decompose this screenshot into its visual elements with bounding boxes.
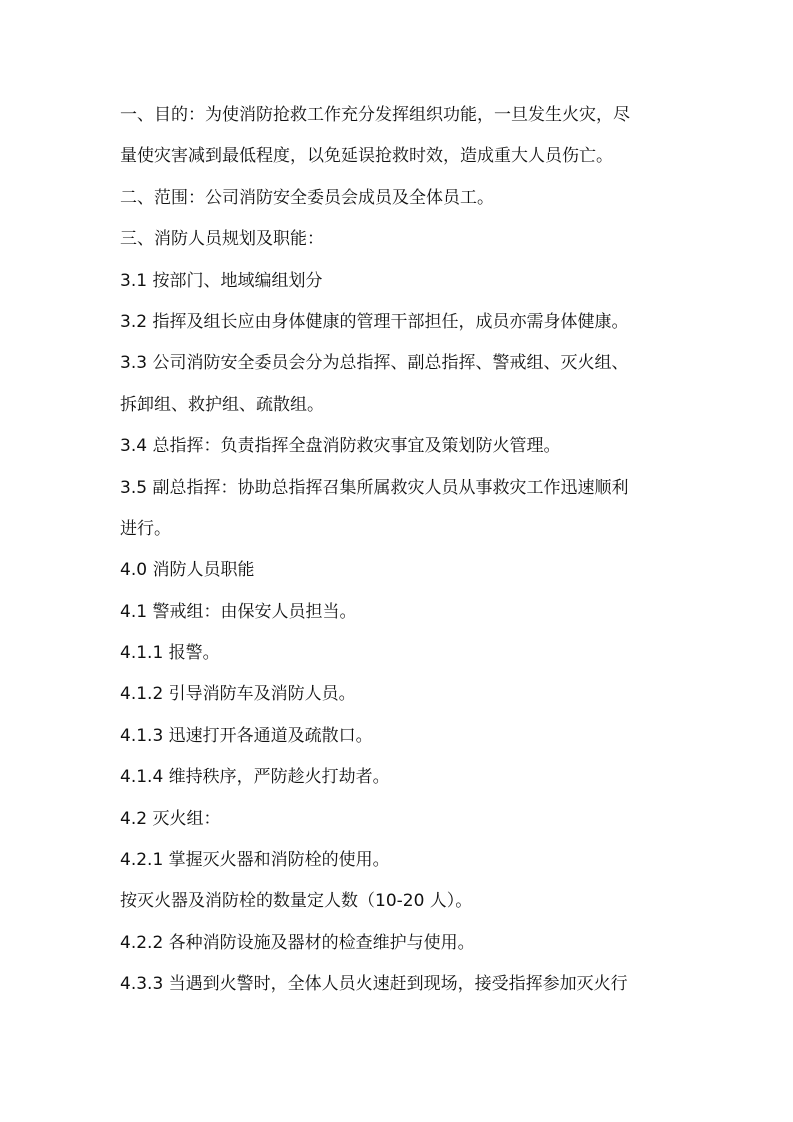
- text-line: 量使灾害减到最低程度，以免延误抢救时效，造成重大人员伤亡。: [120, 146, 613, 167]
- text-line: 一、目的：为使消防抢救工作充分发挥组织功能，一旦发生火灾，尽: [120, 105, 630, 125]
- text-line: 3.5 副总指挥：协助总指挥召集所属救灾人员从事救灾工作迅速顺利: [120, 477, 629, 498]
- text-line: 三、消防人员规划及职能：: [120, 229, 324, 250]
- text-line: 进行。: [120, 518, 171, 539]
- document-body: [120, 95, 680, 1006]
- text-line: 按灭火器及消防栓的数量定人数（10-20 人）。: [120, 891, 473, 912]
- text-line: 4.3.3 当遇到火警时，全体人员火速赶到现场，接受指挥参加灭火行: [120, 974, 628, 995]
- text-line: 4.1.3 迅速打开各通道及疏散口。: [120, 725, 373, 746]
- text-line: 4.1.2 引导消防车及消防人员。: [120, 684, 356, 705]
- text-line: 4.2.2 各种消防设施及器材的检查维护与使用。: [120, 932, 475, 953]
- text-line: 3.4 总指挥：负责指挥全盘消防救灾事宜及策划防火管理。: [120, 436, 561, 457]
- text-line: 4.1 警戒组：由保安人员担当。: [120, 601, 357, 622]
- text-line: 3.3 公司消防安全委员会分为总指挥、副总指挥、警戒组、灭火组、: [120, 353, 629, 374]
- text-line: 4.2 灭火组：: [120, 808, 221, 829]
- text-line: 4.1.4 维持秩序，严防趁火打劫者。: [120, 767, 390, 788]
- text-line: 4.1.1 报警。: [120, 643, 220, 664]
- text-line: 拆卸组、救护组、疏散组。: [120, 394, 324, 415]
- text-line: 二、范围：公司消防安全委员会成员及全体员工。: [120, 187, 494, 208]
- text-line: 4.2.1 掌握灭火器和消防栓的使用。: [120, 850, 390, 871]
- text-line: 3.2 指挥及组长应由身体健康的管理干部担任，成员亦需身体健康。: [120, 311, 629, 332]
- text-line: 3.1 按部门、地域编组划分: [120, 270, 323, 291]
- text-line: 4.0 消防人员职能: [120, 560, 255, 581]
